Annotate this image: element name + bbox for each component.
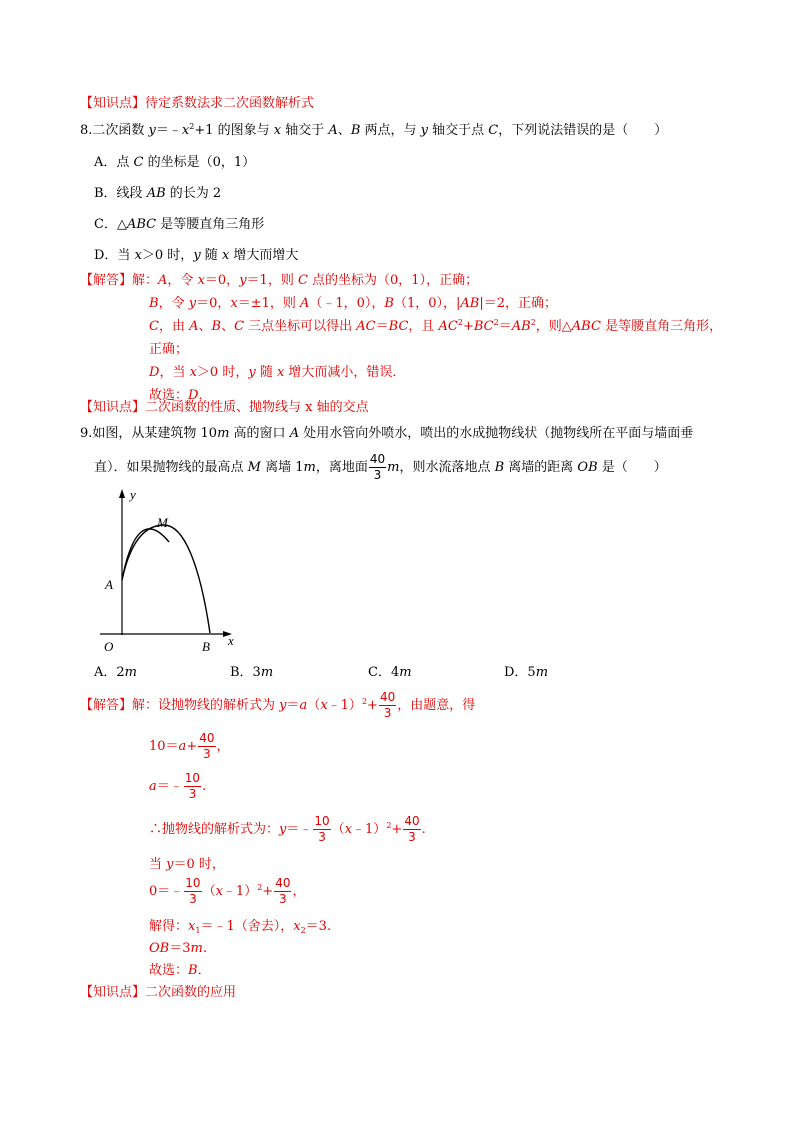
answer-8-line-3: C，由 A、B、C 三点坐标可以得出 AC＝BC，且 $AC^2+BC^2=AB^2$，则△ABC 是等腰直角三角形， (149, 318, 723, 334)
question-9-option-b: B．3m (230, 665, 274, 680)
y-axis-label: y (130, 487, 136, 502)
fraction-40-3: $\frac{40}{3}$ (275, 876, 291, 906)
answer-9-line-3: a＝﹣ $\frac{10}{3}$ . (149, 771, 207, 801)
answer-9-line-4: ∴抛物线的解析式为：y＝﹣ $\frac{10}{3}$ （x﹣1）$^2$+ $\frac{40}{3}$ . (149, 814, 426, 844)
answer-8-line-5: D，当 x＞0 时，y 随 x 增大而减小，错误． (149, 365, 406, 380)
question-8-option-a: A．点 C 的坐标是（0，1） (94, 155, 256, 170)
question-9-option-d: D．5m (504, 665, 549, 680)
point-a-label: A (105, 577, 113, 592)
answer-8-line-4: 正确； (149, 342, 189, 357)
question-9-option-c: C．4m (368, 665, 412, 680)
fraction-10-3: $\frac{10}{3}$ (314, 814, 330, 844)
parabola-figure (92, 485, 242, 657)
y-axis-arrow (119, 489, 125, 498)
knowledge-point-heading: 【知识点】待定系数法求二次函数解析式 (80, 96, 315, 111)
fraction-10-3: $\frac{10}{3}$ (184, 771, 201, 801)
knowledge-point-heading-2: 【知识点】二次函数的性质、抛物线与 x 轴的交点 (80, 400, 369, 415)
fraction-40-3: $\frac{40}{3}$ (369, 452, 386, 482)
fraction-40-3: $\frac{40}{3}$ (199, 731, 215, 761)
answer-9-line-7: 解得：$x_1=﹣1$（舍去），$x_2=3$. (149, 919, 332, 935)
point-m-label: M (157, 515, 168, 530)
answer-9-line-8: OB＝3m. (149, 941, 207, 956)
answer-9-line-6: 0＝﹣ $\frac{10}{3}$ （x﹣1）$^2$+ $\frac{40}{3}$ ， (149, 876, 306, 906)
question-8-option-b: B．线段 AB 的长为 2 (94, 186, 222, 201)
knowledge-point-heading-3: 【知识点】二次函数的应用 (80, 985, 237, 1000)
parabola-curve (122, 525, 210, 633)
fraction-40-3: $\frac{40}{3}$ (379, 690, 396, 720)
answer-9-line-9: 故选：B． (149, 963, 211, 978)
answer-8-line-2: B，令 y＝0，x＝±1，则 A（﹣1，0），B（1，0），|AB|＝2，正确； (149, 296, 558, 311)
answer-8-line-1: 【解答】解：A，令 x＝0，y＝1，则 C 点的坐标为（0，1），正确； (80, 273, 479, 288)
answer-9-line-5: 当 y＝0 时， (149, 857, 225, 872)
answer-8-line-6: 故选：D． (149, 388, 212, 403)
answer-9-line-1: 【解答】解：设抛物线的解析式为 y＝a（x﹣1）$^2$+ $\frac{40}{3}$ ，由题意，得 (80, 690, 476, 720)
point-b-label: B (202, 639, 210, 654)
question-8-option-d: D．当 x＞0 时，y 随 x 增大而增大 (94, 248, 299, 263)
fraction-40-3: $\frac{40}{3}$ (404, 814, 420, 844)
question-8-stem: 8.二次函数 $y=﹣x^2+1$ 的图象与 x 轴交于 A、B 两点，与 y 轴交于点 C，下列说法错误的是（ ） (80, 122, 668, 138)
question-8-option-c: C．△ABC 是等腰直角三角形 (94, 217, 265, 232)
question-9-option-a: A．2m (94, 665, 137, 680)
answer-9-line-2: 10＝a+ $\frac{40}{3}$ ， (149, 731, 230, 761)
x-axis-label: x (228, 633, 234, 648)
origin-label: O (104, 639, 114, 654)
question-9-stem-line-1: 9.如图，从某建筑物 10m 高的窗口 A 处用水管向外喷水，喷出的水成抛物线状（抛物线所在平面与墙面垂 (80, 426, 694, 441)
question-9-stem-line-2: 直）．如果抛物线的最高点 M 离墙 1m，离地面 $\frac{40}{3}$ m，则水流落地点 B 离墙的距离 OB 是（ ） (94, 452, 667, 482)
fraction-10-3: $\frac{10}{3}$ (185, 876, 201, 906)
